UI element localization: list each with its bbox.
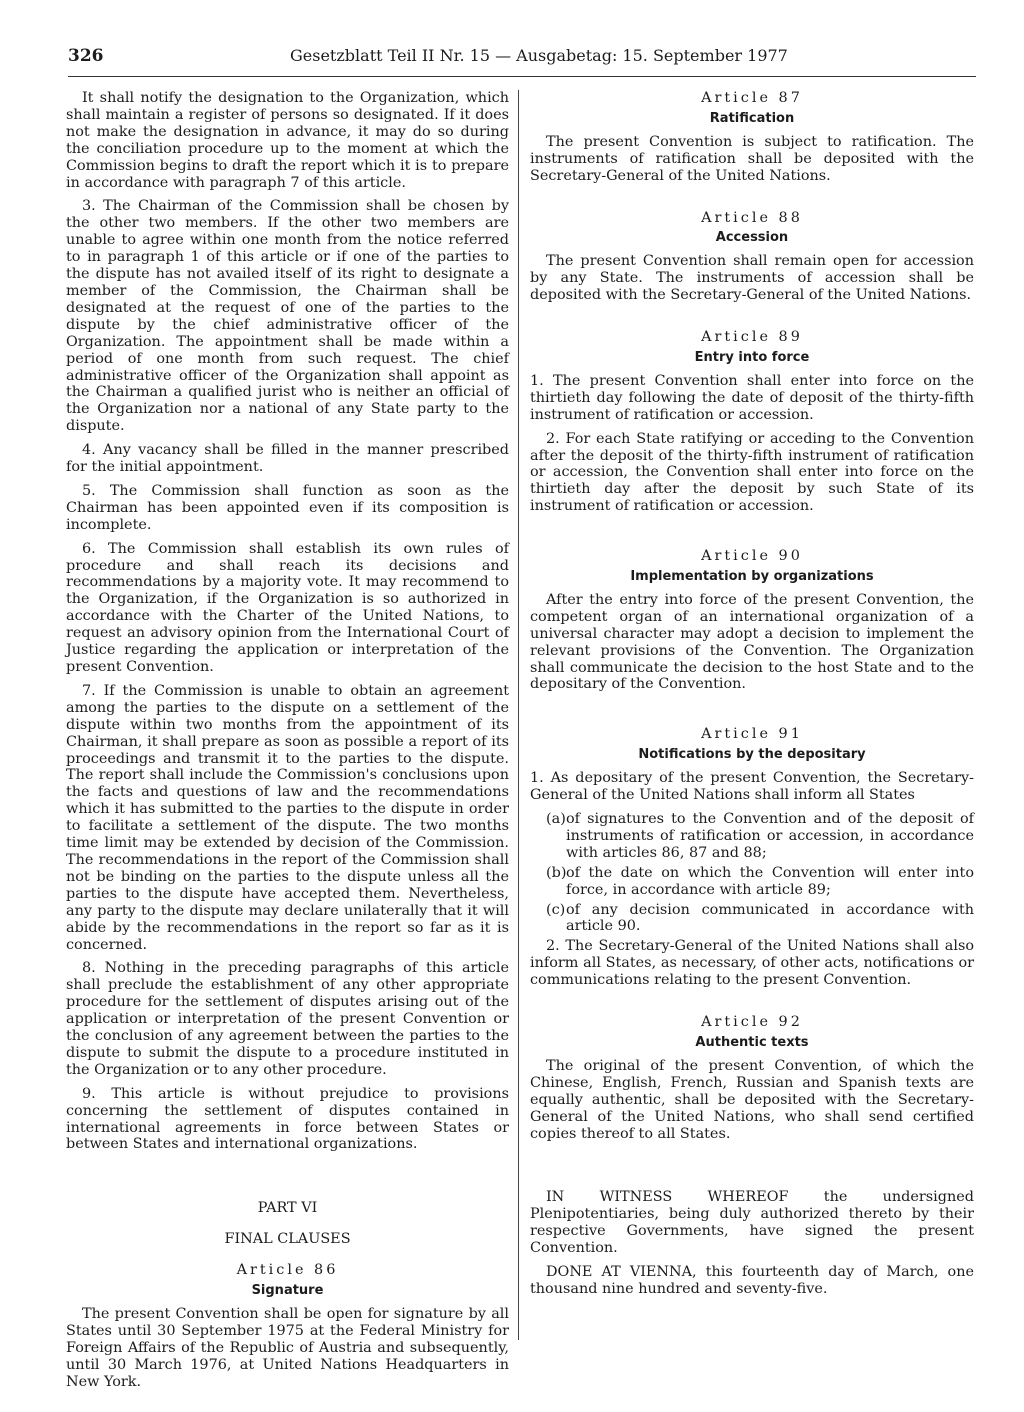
article-90-text: After the entry into force of the present Convention, the competent organ of an international organization of a universal character may adopt a decision to implement the relevant provisions of the Convention. The Organization shall communicate the decision to the host State and to the depositary of the Convention. [530, 591, 974, 693]
list-item [530, 902, 974, 936]
paragraph-3: 3. The Chairman of the Commission shall be chosen by the other two members. If the other two members are unable to agree within one month from the notice referred to in paragraph 1 of this article or if one of the parties to the dispute has not availed itself of its right to designate a member of the Commission, the Chairman shall be designated at the request of one of the parties to the dispute by the chief administrative officer of the Organization. The appointment shall be made within a period of one month from such request. The chief administrative officer of the Organization shall appoint as the Chairman a qualified jurist who is neither an official of the Organization nor a national of any State party to the dispute. [66, 198, 509, 435]
header-rule [68, 76, 976, 77]
article-88-text: The present Convention shall remain open for accession by any State. The instruments of accession shall be deposited with the Secretary-General of the United Nations. [530, 253, 974, 304]
article-89-number: Article 89 [701, 329, 803, 346]
list-item [530, 811, 974, 862]
column-divider [518, 90, 519, 1340]
paragraph-continued: It shall notify the designation to the Organization, which shall maintain a register of persons so designated. If it does not make the designation in advance, it may do so during the conciliation procedure up to the moment at which the Commission begins to draft the report which it is to prepare in accordance with paragraph 7 of this article. [66, 90, 509, 191]
article-90-title: Implementation by organizations [630, 569, 874, 585]
article-88-number: Article 88 [701, 209, 803, 226]
page-number: 326 [68, 46, 104, 66]
article-86-number: Article 86 [236, 1262, 339, 1279]
article-91-title: Notifications by the depositary [638, 747, 866, 763]
article-91-paragraph-1: 1. As depositary of the present Convention, the Secretary-General of the United Nations shall inform all States [530, 770, 974, 804]
list-text: of signatures to the Convention and of the deposit of instruments of ratification or accession, in accordance with articles 86, 87 and 88; [566, 811, 974, 861]
article-92-title: Authentic texts [695, 1034, 809, 1050]
spacer [530, 700, 974, 726]
paragraph-9: 9. This article is without prejudice to provisions concerning the settlement of disputes contained in international agreements in force between States or between States and international organizations. [66, 1085, 509, 1153]
paragraph-6: 6. The Commission shall establish its own rules of procedure and shall reach its decisions and recommendations by a majority vote. It may recommend to the Organization, if the Organization is so authorized in accordance with the Charter of the United Nations, to request an advisory opinion from the International Court of Justice regarding the application or interpretation of the present Convention. [66, 540, 509, 675]
list-text: of the date on which the Convention will enter into force, in accordance with article 89; [566, 864, 974, 898]
running-head: Gesetzblatt Teil II Nr. 15 — Ausgabetag: 15. September 1977 [290, 46, 788, 65]
spacer [530, 522, 974, 548]
article-92-text: The original of the present Convention, of which the Chinese, English, French, Russian and Spanish texts are equally authentic, shall be deposited with the Secretary-General of the United Nations, who shall send certified copies thereof to all States. [530, 1057, 974, 1142]
done-clause: DONE AT VIENNA, this fourteenth day of March, one thousand nine hundred and seventy-five. [530, 1264, 974, 1297]
article-91-number: Article 91 [701, 726, 803, 743]
article-89-paragraph-1: 1. The present Convention shall enter into force on the thirtieth day following the date of deposit of the thirty-fifth instrument of ratification or accession. [530, 372, 974, 423]
list-marker: (a) [546, 811, 566, 827]
list-marker: (b) [546, 864, 567, 881]
list-marker: (c) [546, 901, 566, 918]
article-87-number: Article 87 [701, 90, 803, 106]
paragraph-5: 5. The Commission shall function as soon as the Chairman has been appointed even if its composition is incomplete. [66, 482, 509, 533]
list-text: of any decision communicated in accordance with article 90. [566, 901, 974, 935]
article-88-title: Accession [715, 230, 789, 246]
article-89-paragraph-2: 2. For each State ratifying or acceding to the Convention after the deposit of the thirty-fifth instrument of ratification or accession, the Convention shall enter into force on the thirtieth day after the deposit by such State of its instrument of ratification or accession. [530, 430, 974, 515]
article-87-text: The present Convention is subject to ratification. The instruments of ratification shall be deposited with the Secretary-General of the United Nations. [530, 133, 974, 184]
article-90-number: Article 90 [701, 548, 803, 565]
part-label: PART VI [257, 1200, 318, 1217]
article-91-paragraph-2: 2. The Secretary-General of the United Nations shall also inform all States, as necessary, of other acts, notifications or communications relating to the present Convention. [530, 938, 974, 989]
part-title: FINAL CLAUSES [224, 1231, 351, 1248]
list-item [530, 865, 974, 899]
witness-clause: IN WITNESS WHEREOF the undersigned Plenipotentiaries, being duly authorized thereto by their respective Governments, have signed the present Convention. [530, 1189, 974, 1257]
article-86-text: The present Convention shall be open for signature by all States until 30 September 1975 at the Federal Ministry for Foreign Affairs of the Republic of Austria and subsequently, until 30 March 1976, at United Nations Headquarters in New York. [66, 1306, 509, 1390]
right-column [530, 90, 974, 1305]
article-87-title: Ratification [709, 110, 795, 126]
article-89-title: Entry into force [694, 349, 810, 365]
left-column [66, 90, 509, 1398]
paragraph-8: 8. Nothing in the preceding paragraphs of this article shall preclude the establishment of any other appropriate procedure for the settlement of disputes arising out of the application or interpretation of the present Convention or the conclusion of any agreement between the parties to the dispute to submit the dispute to a procedure instituted in the Organization or to any other procedure. [66, 960, 509, 1078]
article-86-title: Signature [251, 1283, 324, 1299]
page-header [68, 46, 972, 72]
paragraph-7: 7. If the Commission is unable to obtain an agreement among the parties to the dispute on a settlement of the dispute within two months from the appointment of its Chairman, it shall prepare as soon as possible a report of its proceedings and transmit it to the parties to the dispute. The report shall include the Commission's conclusions upon the facts and questions of law and the recommendations which it has submitted to the parties to the dispute in order to facilitate a settlement of the dispute. The two months time limit may be extended by decision of the Commission. The recommendations in the report of the Commission shall not be binding on the parties to the dispute unless all the parties to the dispute have accepted them. Nevertheless, any party to the dispute may declare unilaterally that it will abide by the recommendations in the report so far as it is concerned. [66, 682, 509, 953]
spacer [530, 1149, 974, 1189]
spacer [66, 1160, 509, 1200]
article-92-number: Article 92 [701, 1014, 803, 1031]
paragraph-4: 4. Any vacancy shall be filled in the manner prescribed for the initial appointment. [66, 442, 509, 476]
spacer [530, 311, 974, 329]
spacer [530, 996, 974, 1014]
spacer [530, 192, 974, 210]
